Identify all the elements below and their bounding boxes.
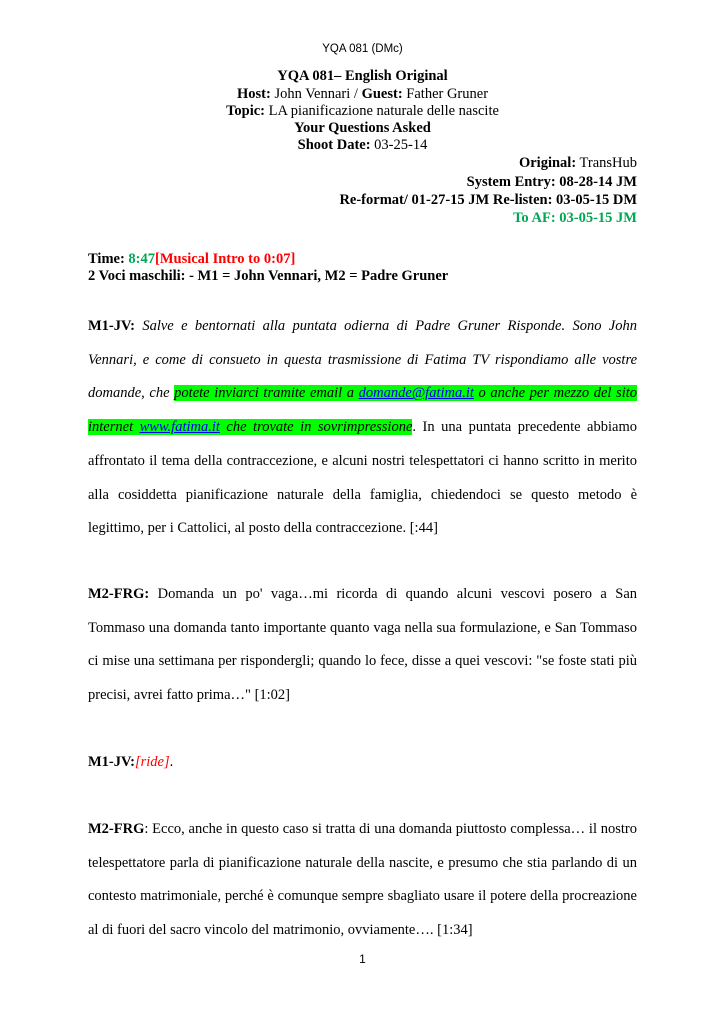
speaker-label: M1-JV: [88, 754, 135, 770]
time-line: Time: 8:47[Musical Intro to 0:07] [88, 251, 296, 267]
email-link[interactable]: domande@fatima.it [358, 385, 474, 402]
system-entry-line: System Entry: 08-28-14 JM [466, 174, 637, 190]
voices-line: 2 Voci maschili: - M1 = John Vennari, M2 = Padre Gruner [88, 268, 449, 284]
paragraph-m2-answer: M2-FRG: Ecco, anche in questo caso si tratta di una domanda piuttosto complessa… il nostro telespettatore parla di pianificazione naturale della nascite, e presumo che stia parlando di un contesto matrimoniale, perché è comunque sempre sbagliato usare il potere della procreazione al di fuori del sacro vincolo del matrimonio, ovviamente…. [1:34] [88, 821, 637, 939]
page-number: 1 [359, 952, 366, 966]
paragraph-m1-intro: M1-JV: Salve e bentornati alla puntata odierna di Padre Gruner Risponde. Sono John Vennari, e come di consueto in questa trasmissione di Fatima TV rispondiamo alle vostre domande, che potete inviarci tramite email a domande@fatima.it o anche per mezzo del sito internet www.fatima.it che trovate in sovrimpressione. In una puntata precedente abbiamo affrontato il tema della contraccezione, e alcuni nostri telespettatori ci hanno scritto in merito alla cosiddetta pianificazione naturale della famiglia, chiedendoci se questo metodo è legittimo, per i Cattolici, al posto della contraccezione. [:44] [88, 318, 638, 537]
speaker-label: M2-FRG [88, 821, 145, 837]
to-af-line: To AF: 03-05-15 JM [513, 210, 637, 226]
doc-title: YQA 081– English Original [277, 68, 448, 84]
shoot-date-line: Shoot Date: 03-25-14 [297, 137, 428, 153]
running-header: YQA 081 (DMc) [322, 43, 403, 55]
reformat-line: Re-format/ 01-27-15 JM Re-listen: 03-05-15 DM [339, 192, 637, 208]
paragraph-m2-reply: M2-FRG: Domanda un po' vaga…mi ricorda di quando alcuni vescovi posero a San Tommaso una domanda tanto importante quanto vaga nella sua formulazione, e San Tommaso ci mise una settimana per rispondergli; quando lo fece, disse a quei vescovi: "se foste stati più precisi, avrei fatto prima…" [1:02] [88, 586, 637, 704]
host-line: Host: John Vennari / Guest: Father Gruner [236, 86, 489, 102]
original-line: Original: TransHub [518, 155, 637, 171]
speaker-label: M1-JV: [88, 318, 135, 334]
website-link[interactable]: www.fatima.it [139, 419, 220, 436]
paragraph-m1-laugh: M1-JV:[ride]. [88, 754, 174, 770]
topic-line: Topic: LA pianificazione naturale delle nascite [226, 103, 499, 119]
series-line: Your Questions Asked [294, 120, 431, 136]
speaker-label: M2-FRG: [88, 586, 150, 602]
